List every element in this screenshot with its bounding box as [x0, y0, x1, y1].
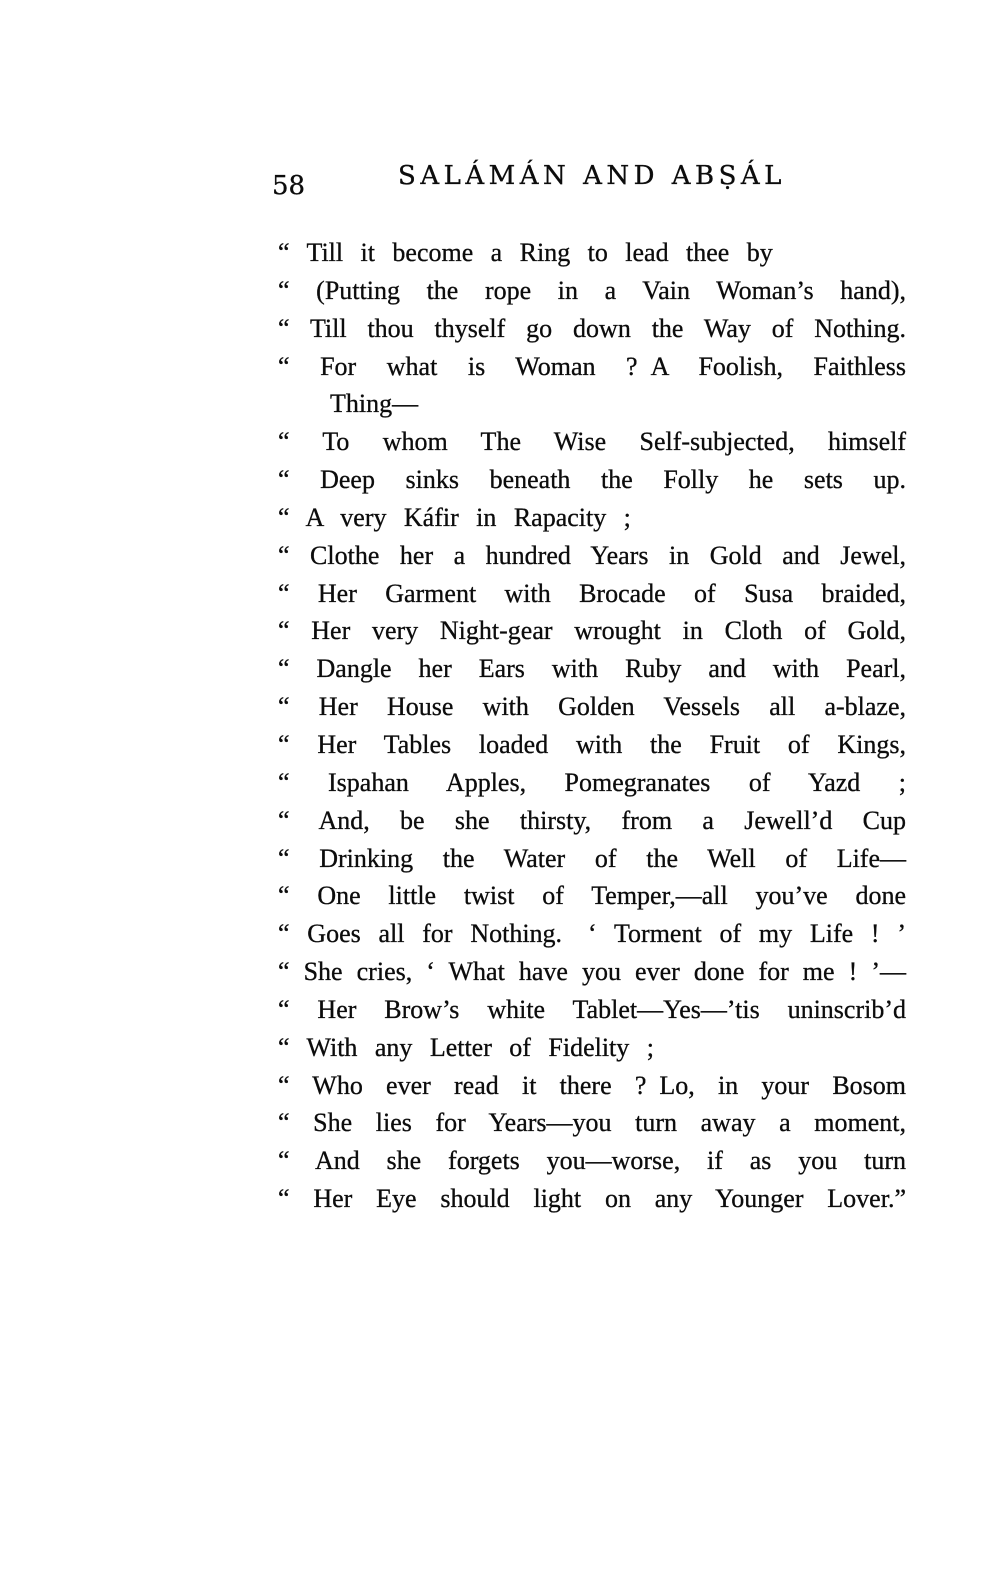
- poem-line: “ Her Brow’s white Tablet—Yes—’tis uninscrib’d: [278, 994, 906, 1024]
- poem-line: “ Till thou thyself go down the Way of Nothing.: [278, 313, 906, 343]
- poem-line: “ Who ever read it there ? Lo, in your Bosom: [278, 1070, 906, 1100]
- poem-line: “ (Putting the rope in a Vain Woman’s hand),: [278, 275, 906, 305]
- poem-line: “ Her Eye should light on any Younger Lover.”: [278, 1184, 906, 1214]
- poem-line: Thing—: [330, 389, 419, 419]
- poem-line: “ Her House with Golden Vessels all a-blaze,: [278, 692, 906, 722]
- poem-line: “ And, be she thirsty, from a Jewell’d Cup: [278, 805, 906, 835]
- poem-line: “ To whom The Wise Self-subjected, himself: [278, 427, 906, 457]
- poem-line: “ Till it become a Ring to lead thee by: [278, 238, 773, 267]
- poem-line: “ And she forgets you—worse, if as you turn: [278, 1146, 906, 1176]
- page-number: 58: [272, 171, 306, 201]
- poem-line: “ Her Tables loaded with the Fruit of Kings,: [278, 729, 906, 759]
- running-title: SALÁMÁN AND ABṢÁL: [398, 161, 786, 191]
- poem-line: “ For what is Woman ? A Foolish, Faithless: [278, 351, 906, 381]
- poem-line: “ Deep sinks beneath the Folly he sets up.: [278, 465, 906, 495]
- poem-line: “ She lies for Years—you turn away a moment,: [278, 1108, 906, 1138]
- poem-line: “ Drinking the Water of the Well of Life—: [278, 843, 906, 873]
- poem-line: “ Clothe her a hundred Years in Gold and Jewel,: [278, 540, 906, 570]
- poem-line: “ Goes all for Nothing. ‘ Torment of my Life ! ’: [278, 919, 906, 949]
- poem-text: [278, 234, 906, 1218]
- poem-line: “ Ispahan Apples, Pomegranates of Yazd ;: [278, 767, 906, 797]
- poem-line: “ With any Letter of Fidelity ;: [278, 1032, 654, 1062]
- poem-line: “ Dangle her Ears with Ruby and with Pearl,: [278, 654, 906, 684]
- poem-line: “ Her Garment with Brocade of Susa braided,: [278, 578, 906, 608]
- poem-line: “ Her very Night-gear wrought in Cloth of Gold,: [278, 616, 906, 646]
- poem-line: “ She cries, ‘ What have you ever done for me ! ’—: [278, 957, 906, 987]
- running-head: [272, 161, 906, 203]
- poem-line: “ A very Káfir in Rapacity ;: [278, 502, 631, 532]
- poem-line: “ One little twist of Temper,—all you’ve done: [278, 881, 906, 911]
